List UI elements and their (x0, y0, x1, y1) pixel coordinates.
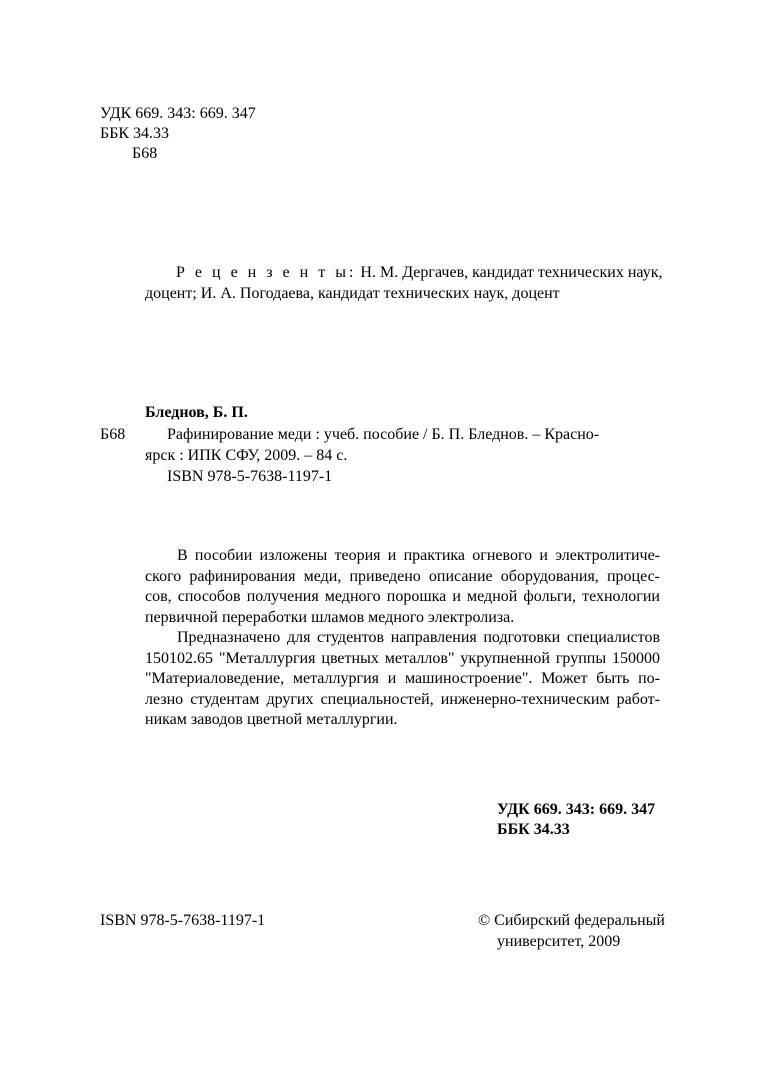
abstract-p1-line: первичной переработки шламов медного электролиза. (145, 608, 515, 626)
abstract-p2-line: Предназначено для студентов направления подготовки специалистов (177, 629, 660, 646)
header-code: Б68 (132, 145, 158, 162)
reviewers-line2: доцент; И. А. Погодаева, кандидат технических наук, доцент (145, 285, 560, 302)
abstract-p1-line: сов, способов получения медного порошка и медной фольги, технологии (145, 588, 660, 605)
abstract-p1-line: ского рафинирования меди, приведено описание оборудования, процес- (145, 567, 660, 585)
catalog-title-line1: Рафинирование меди : учеб. пособие / Б. П. Бледнов. – Красно- (167, 426, 600, 443)
abstract-p2-line: 150102.65 "Металлургия цветных металлов" укрупненной группы 150000 (145, 649, 660, 667)
catalog-author: Бледнов, Б. П. (145, 404, 248, 421)
catalog-isbn: ISBN 978-5-7638-1197-1 (167, 468, 333, 485)
reviewers-label: Р е ц е н з е н т ы: (176, 264, 357, 281)
catalog-title-line2: ярск : ИПК СФУ, 2009. – 84 с. (145, 447, 348, 464)
reviewers-first: Н. М. Дергачев, кандидат технических наук, (356, 264, 663, 281)
footer-copyright-line2: университет, 2009 (497, 933, 621, 950)
classification-udk: УДК 669. 343: 669. 347 (497, 801, 656, 818)
abstract-p1-line: В пособии изложены теория и практика огневого и электролитиче- (177, 547, 660, 564)
header-bbk: ББК 34.33 (100, 125, 170, 142)
classification-bbk: ББК 34.33 (497, 821, 570, 838)
footer-isbn: ISBN 978-5-7638-1197-1 (100, 912, 266, 929)
abstract-paragraph-2 (145, 628, 660, 731)
reviewers-line1 (176, 263, 662, 282)
catalog-code: Б68 (100, 426, 126, 443)
abstract-paragraph-1 (145, 546, 660, 628)
abstract-p2-line: никам заводов цветной металлургии. (145, 711, 398, 728)
footer-copyright-line1: © Сибирский федеральный (478, 912, 665, 929)
abstract-p2-line: лезно студентам других специальностей, инженерно-техническим работ- (145, 690, 660, 708)
abstract-p2-line: "Материаловедение, металлургия и машиностроение". Может быть по- (145, 670, 660, 687)
header-udk: УДК 669. 343: 669. 347 (100, 105, 256, 122)
